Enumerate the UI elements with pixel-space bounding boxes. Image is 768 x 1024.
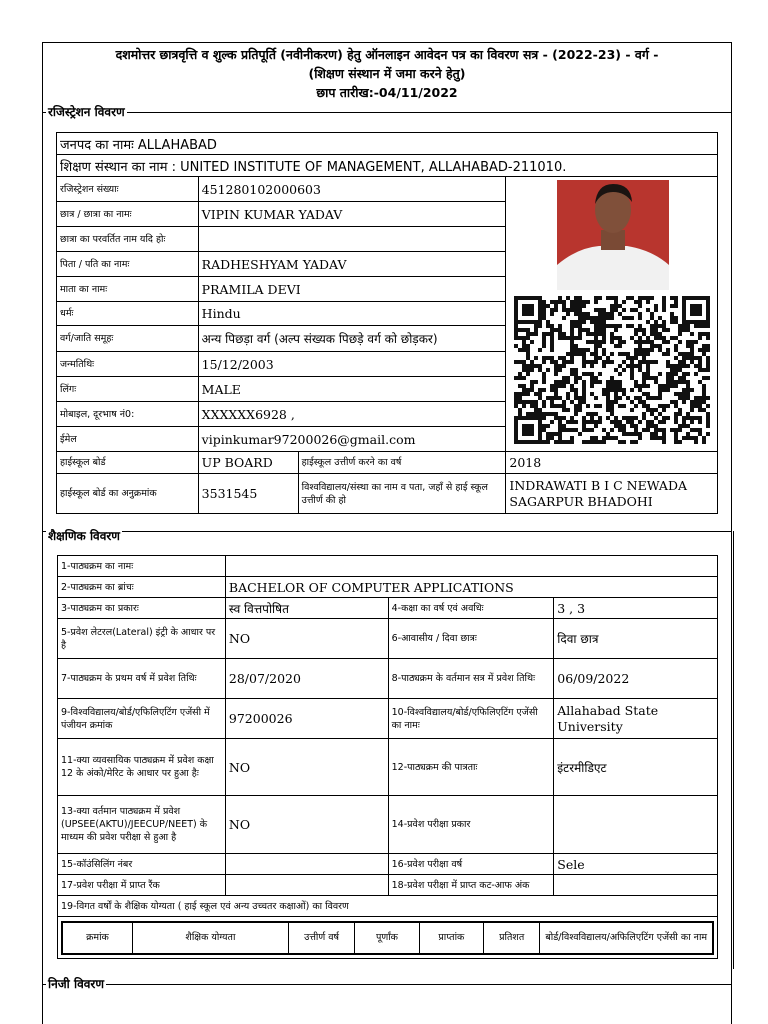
qualification-history-table <box>61 921 714 955</box>
history-header-pass-year: उत्तीर्ण वर्ष <box>288 922 354 954</box>
student-name-value: VIPIN KUMAR YADAV <box>198 202 506 227</box>
personal-section-divider <box>42 984 732 985</box>
university-name-label: 10-विश्वविद्यालय/बोर्ड/एफिलिएटिंग एजेंसी का नामः <box>388 699 554 739</box>
student-photo <box>557 180 669 290</box>
history-header-percentage: प्रतिशत <box>484 922 540 954</box>
institute-name: शिक्षण संस्थान का नाम : UNITED INSTITUTE OF MANAGEMENT, ALLAHABAD-211010. <box>57 155 718 177</box>
email-value: vipinkumar97200026@gmail.com <box>198 427 506 452</box>
mobile-value: XXXXXX6928 , <box>198 402 506 427</box>
father-name-label: पिता / पति का नामः <box>57 252 199 277</box>
cutoff-marks-label: 18-प्रवेश परीक्षा में प्राप्त कट-आफ अंक <box>388 875 554 896</box>
qualification-history-label: 19-विगत वर्षों के शैक्षिक योग्यता ( हाई स्कूल एवं अन्य उच्चतर कक्षाओं) का विवरण <box>58 896 718 917</box>
counselling-number-value <box>225 854 388 875</box>
entrance-admission-label: 13-क्या वर्तमान पाठ्यक्रम में प्रवेश (UPSEE(AKTU)/JEECUP/NEET) के माध्यम की प्रवेश परीक्षा से हुआ है <box>58 796 226 854</box>
entrance-exam-type-value <box>554 796 718 854</box>
entrance-rank-value <box>225 875 388 896</box>
religion-value: Hindu <box>198 302 506 326</box>
registration-number-label: रजिस्ट्रेशन संख्याः <box>57 177 199 202</box>
personal-section-title: निजी विवरण <box>48 977 104 991</box>
course-type-label: 3-पाठ्यक्रम का प्रकारः <box>58 598 226 619</box>
history-header-obtained-marks: प्राप्तांक <box>419 922 483 954</box>
hs-board-label: हाईस्कूल बोर्ड <box>57 452 199 474</box>
dob-label: जन्मतिथिः <box>57 352 199 377</box>
entrance-exam-year-value: Sele <box>554 854 718 875</box>
class-year-label: 4-कक्षा का वर्ष एवं अवधिः <box>388 598 554 619</box>
email-label: ईमेल <box>57 427 199 452</box>
hs-year-value: 2018 <box>506 452 718 474</box>
course-eligibility-value: इंटरमीडिएट <box>554 739 718 796</box>
current-admission-date-label: 8-पाठ्यक्रम के वर्तमान सत्र में प्रवेश तिथिः <box>388 659 554 699</box>
entrance-exam-year-label: 16-प्रवेश परीक्षा वर्ष <box>388 854 554 875</box>
hs-year-label: हाईस्कूल उत्तीर्ण करने का वर्ष <box>298 452 506 474</box>
mother-name-value: PRAMILA DEVI <box>198 277 506 302</box>
lateral-entry-label: 5-प्रवेश लेटरल(Lateral) इंट्री के आधार पर है <box>58 619 226 659</box>
entrance-exam-type-label: 14-प्रवेश परीक्षा प्रकार <box>388 796 554 854</box>
lateral-entry-value: NO <box>225 619 388 659</box>
registration-section-divider <box>42 112 732 113</box>
history-header-serial: क्रमांक <box>62 922 132 954</box>
qr-code <box>514 296 710 444</box>
father-name-value: RADHESHYAM YADAV <box>198 252 506 277</box>
student-name-label: छात्र / छात्रा का नामः <box>57 202 199 227</box>
vocational-admission-value: NO <box>225 739 388 796</box>
academic-table <box>57 555 718 959</box>
vocational-admission-label: 11-क्या व्यवसायिक पाठ्यक्रम में प्रवेश कक्षा 12 के अंको/मेरिट के आधार पर हुआ हैः <box>58 739 226 796</box>
entrance-admission-value: NO <box>225 796 388 854</box>
university-registration-label: 9-विश्वविद्यालय/बोर्ड/एफिलिएटिंग एजेंसी में पंजीयन क्रमांक <box>58 699 226 739</box>
history-header-board-name: बोर्ड/विश्वविद्यालय/अफिलिएटिंग एजेंसी का नाम <box>540 922 713 954</box>
print-date: छाप तारीख:-04/11/2022 <box>316 85 458 100</box>
course-branch-label: 2-पाठ्यक्रम का ब्रांचः <box>58 577 226 598</box>
history-header-qualification: शैक्षिक योग्यता <box>132 922 288 954</box>
history-header-max-marks: पूर्णांक <box>355 922 419 954</box>
current-admission-date-value: 06/09/2022 <box>554 659 718 699</box>
changed-name-label: छात्रा का परवर्तित नाम यदि होः <box>57 227 199 252</box>
course-type-value: स्व वित्तपोषित <box>225 598 388 619</box>
header-title: दशमोत्तर छात्रवृत्ति व शुल्क प्रतिपूर्ति (नवीनीकरण) हेतु ऑनलाइन आवेदन पत्र का विवरण सत्र - (2022-23) - वर्ग - <box>115 47 659 62</box>
registration-section-title: रजिस्ट्रेशन विवरण <box>48 105 125 119</box>
religion-label: धर्मः <box>57 302 199 326</box>
hs-roll-value: 3531545 <box>198 474 298 514</box>
mobile-label: मोबाइल, दूरभाष नं0: <box>57 402 199 427</box>
class-year-value: 3 , 3 <box>554 598 718 619</box>
academic-section-title: शैक्षणिक विवरण <box>48 529 120 543</box>
course-branch-value: BACHELOR OF COMPUTER APPLICATIONS <box>225 577 717 598</box>
residential-label: 6-आवासीय / दिवा छात्रः <box>388 619 554 659</box>
university-registration-value: 97200026 <box>225 699 388 739</box>
hs-school-label: विश्वविद्यालय/संस्था का नाम व पता, जहाँ से हाई स्कूल उत्तीर्ण की हो <box>298 474 506 514</box>
university-name-value: Allahabad State University <box>554 699 718 739</box>
hs-roll-label: हाईस्कूल बोर्ड का अनुक्रमांक <box>57 474 199 514</box>
first-admission-date-value: 28/07/2020 <box>225 659 388 699</box>
registration-number-value: 451280102000603 <box>198 177 506 202</box>
residential-value: दिवा छात्र <box>554 619 718 659</box>
dob-value: 15/12/2003 <box>198 352 506 377</box>
changed-name-value <box>198 227 506 252</box>
counselling-number-label: 15-कॉउंसिलिंग नंबर <box>58 854 226 875</box>
gender-label: लिंगः <box>57 377 199 402</box>
category-value: अन्य पिछड़ा वर्ग (अल्प संख्यक पिछड़े वर्ग को छोड़कर) <box>198 326 506 352</box>
form-header <box>42 42 732 104</box>
course-eligibility-label: 12-पाठ्यक्रम की पात्रताः <box>388 739 554 796</box>
district-name: जनपद का नामः ALLAHABAD <box>57 133 718 155</box>
hs-board-value: UP BOARD <box>198 452 298 474</box>
first-admission-date-label: 7-पाठ्यक्रम के प्रथम वर्ष में प्रवेश तिथिः <box>58 659 226 699</box>
course-name-label: 1-पाठ्यक्रम का नामः <box>58 556 226 577</box>
header-subtitle: (शिक्षण संस्थान में जमा करने हेतु) <box>308 66 466 81</box>
category-label: वर्ग/जाति समूहः <box>57 326 199 352</box>
course-name-value <box>225 556 717 577</box>
gender-value: MALE <box>198 377 506 402</box>
entrance-rank-label: 17-प्रवेश परीक्षा में प्राप्त रैंक <box>58 875 226 896</box>
cutoff-marks-value <box>554 875 718 896</box>
hs-school-value: INDRAWATI B I C NEWADA SAGARPUR BHADOHI <box>506 474 718 514</box>
mother-name-label: माता का नामः <box>57 277 199 302</box>
